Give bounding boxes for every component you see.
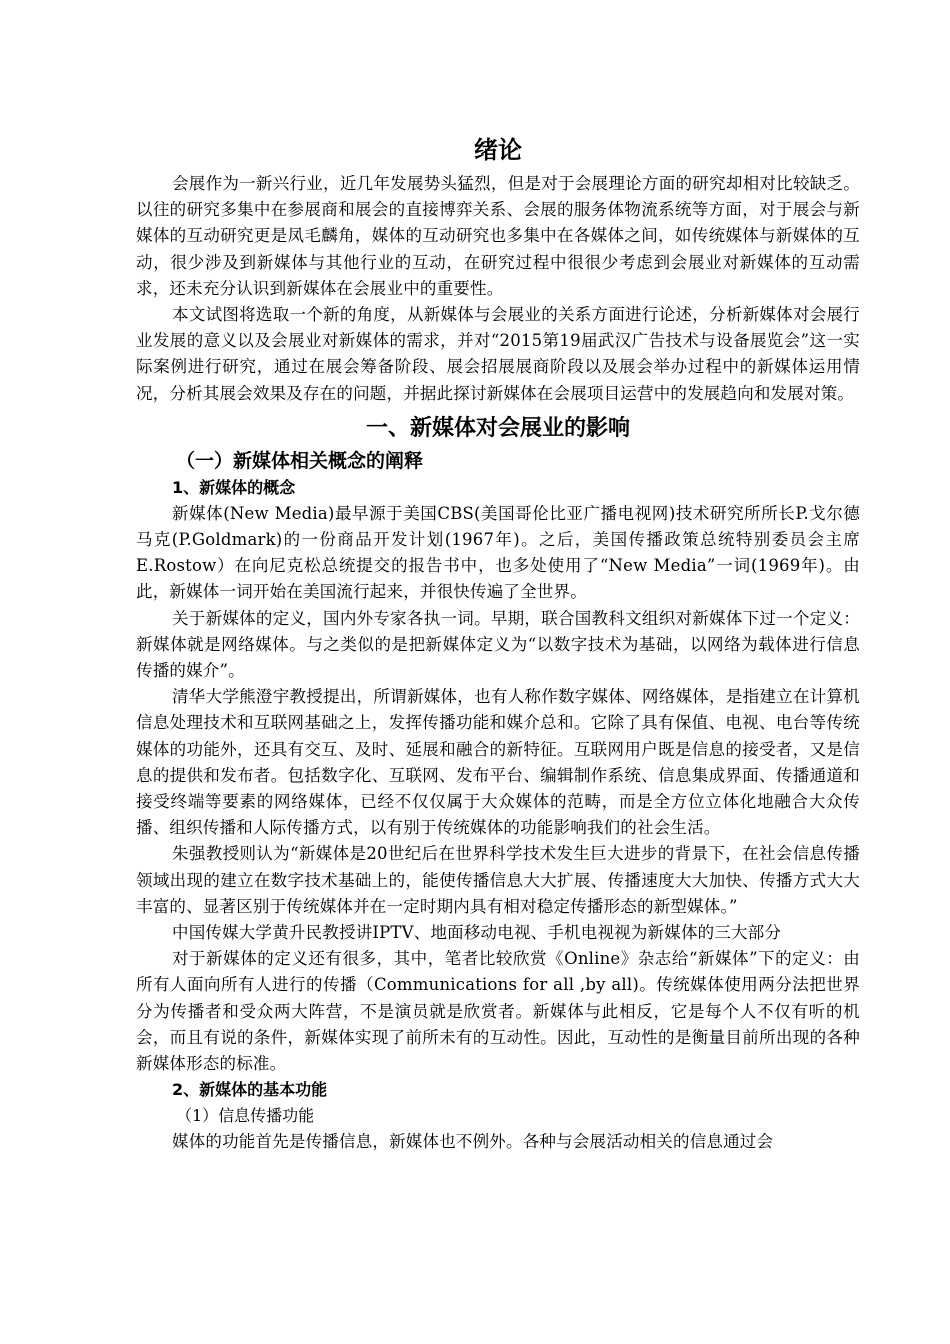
document-body	[136, 133, 860, 1156]
section-1-heading: （一）新媒体相关概念的阐释	[176, 449, 424, 472]
chapter-1-heading: 一、新媒体对会展业的影响	[365, 415, 630, 441]
concept-paragraph-6: 对于新媒体的定义还有很多，其中，笔者比较欣赏《Online》杂志给“新媒体”下的定义：由所有人面向所有人进行的传播（Communications for all ,by all)。传统媒体使用两分法把世界分为传播者和受众两大阵营，不是演员就是欣赏者。新媒体与此相反，它是每个人不仅有听的机会，而且有说的条件，新媒体实现了前所未有的互动性。因此，互动性的是衡量目前所出现的各种新媒体形态的标准。	[136, 949, 860, 1074]
concept-paragraph-4: 朱强教授则认为“新媒体是20世纪后在世界科学技术发生巨大进步的背景下，在社会信息传播领域出现的建立在数字技术基础上的，能使传播信息大大扩展、传播速度大大加快、传播方式大大丰富的、显著区别于传统媒体并在一定时期内具有相对稳定传播形态的新型媒体。”	[136, 844, 860, 916]
intro-paragraph-1: 会展作为一新兴行业，近几年发展势头猛烈，但是对于会展理论方面的研究却相对比较缺乏。以往的研究多集中在参展商和展会的直接博弈关系、会展的服务体物流系统等方面，对于展会与新媒体的互动研究更是凤毛麟角，媒体的互动研究也多集中在各媒体之间，如传统媒体与新媒体的互动，很少涉及到新媒体与其他行业的互动，在研究过程中很很少考虑到会展业对新媒体的互动需求，还未充分认识到新媒体在会展业中的重要性。	[136, 174, 860, 298]
document-title: 绪论	[474, 136, 522, 164]
concept-paragraph-5: 中国传媒大学黄升民教授讲IPTV、地面移动电视、手机电视视为新媒体的三大部分	[172, 923, 782, 943]
subsection-2-heading: 2、新媒体的基本功能	[172, 1080, 328, 1100]
intro-paragraph-2: 本文试图将选取一个新的角度，从新媒体与会展业的关系方面进行论述，分析新媒体对会展行业发展的意义以及会展业对新媒体的需求，并对“2015第19届武汉广告技术与设备展览会”这一实际案例进行研究，通过在展会筹备阶段、展会招展展商阶段以及展会举办过程中的新媒体运用情况，分析其展会效果及存在的问题，并据此探讨新媒体在会展项目运营中的发展趋向和发展对策。	[136, 305, 860, 403]
subsubsection-1-heading: （1）信息传播功能	[176, 1106, 315, 1126]
concept-paragraph-2: 关于新媒体的定义，国内外专家各执一词。早期，联合国教科文组织对新媒体下过一个定义：新媒体就是网络媒体。与之类似的是把新媒体定义为“以数字技术为基础，以网络为载体进行信息传播的媒介”。	[136, 608, 860, 681]
concept-paragraph-3: 清华大学熊澄宇教授提出，所谓新媒体，也有人称作数字媒体、网络媒体，是指建立在计算机信息处理技术和互联网基础之上，发挥传播功能和媒介总和。它除了具有保值、电视、电台等传统媒体的功能外，还具有交互、及时、延展和融合的新特征。互联网用户既是信息的接受者，又是信息的提供和发布者。包括数字化、互联网、发布平台、编辑制作系统、信息集成界面、传播通道和接受终端等要素的网络媒体，已经不仅仅属于大众媒体的范畴，而是全方位立体化地融合大众传播、组织传播和人际传播方式，以有别于传统媒体的功能影响我们的社会生活。	[136, 687, 860, 838]
subsection-1-heading: 1、新媒体的概念	[172, 477, 296, 497]
function-paragraph-1: 媒体的功能首先是传播信息，新媒体也不例外。各种与会展活动相关的信息通过会	[172, 1132, 774, 1152]
concept-paragraph-1: 新媒体(New Media)最早源于美国CBS(美国哥伦比亚广播电视网)技术研究所所长P.戈尔德马克(P.Goldmark)的一份商品开发计划(1967年)。之后，美国传播政策总统特别委员会主席E.Rostow）在向尼克松总统提交的报告书中，也多处使用了“New Media”一词(1969年)。由此，新媒体一词开始在美国流行起来，并很快传遍了全世界。	[136, 503, 860, 602]
